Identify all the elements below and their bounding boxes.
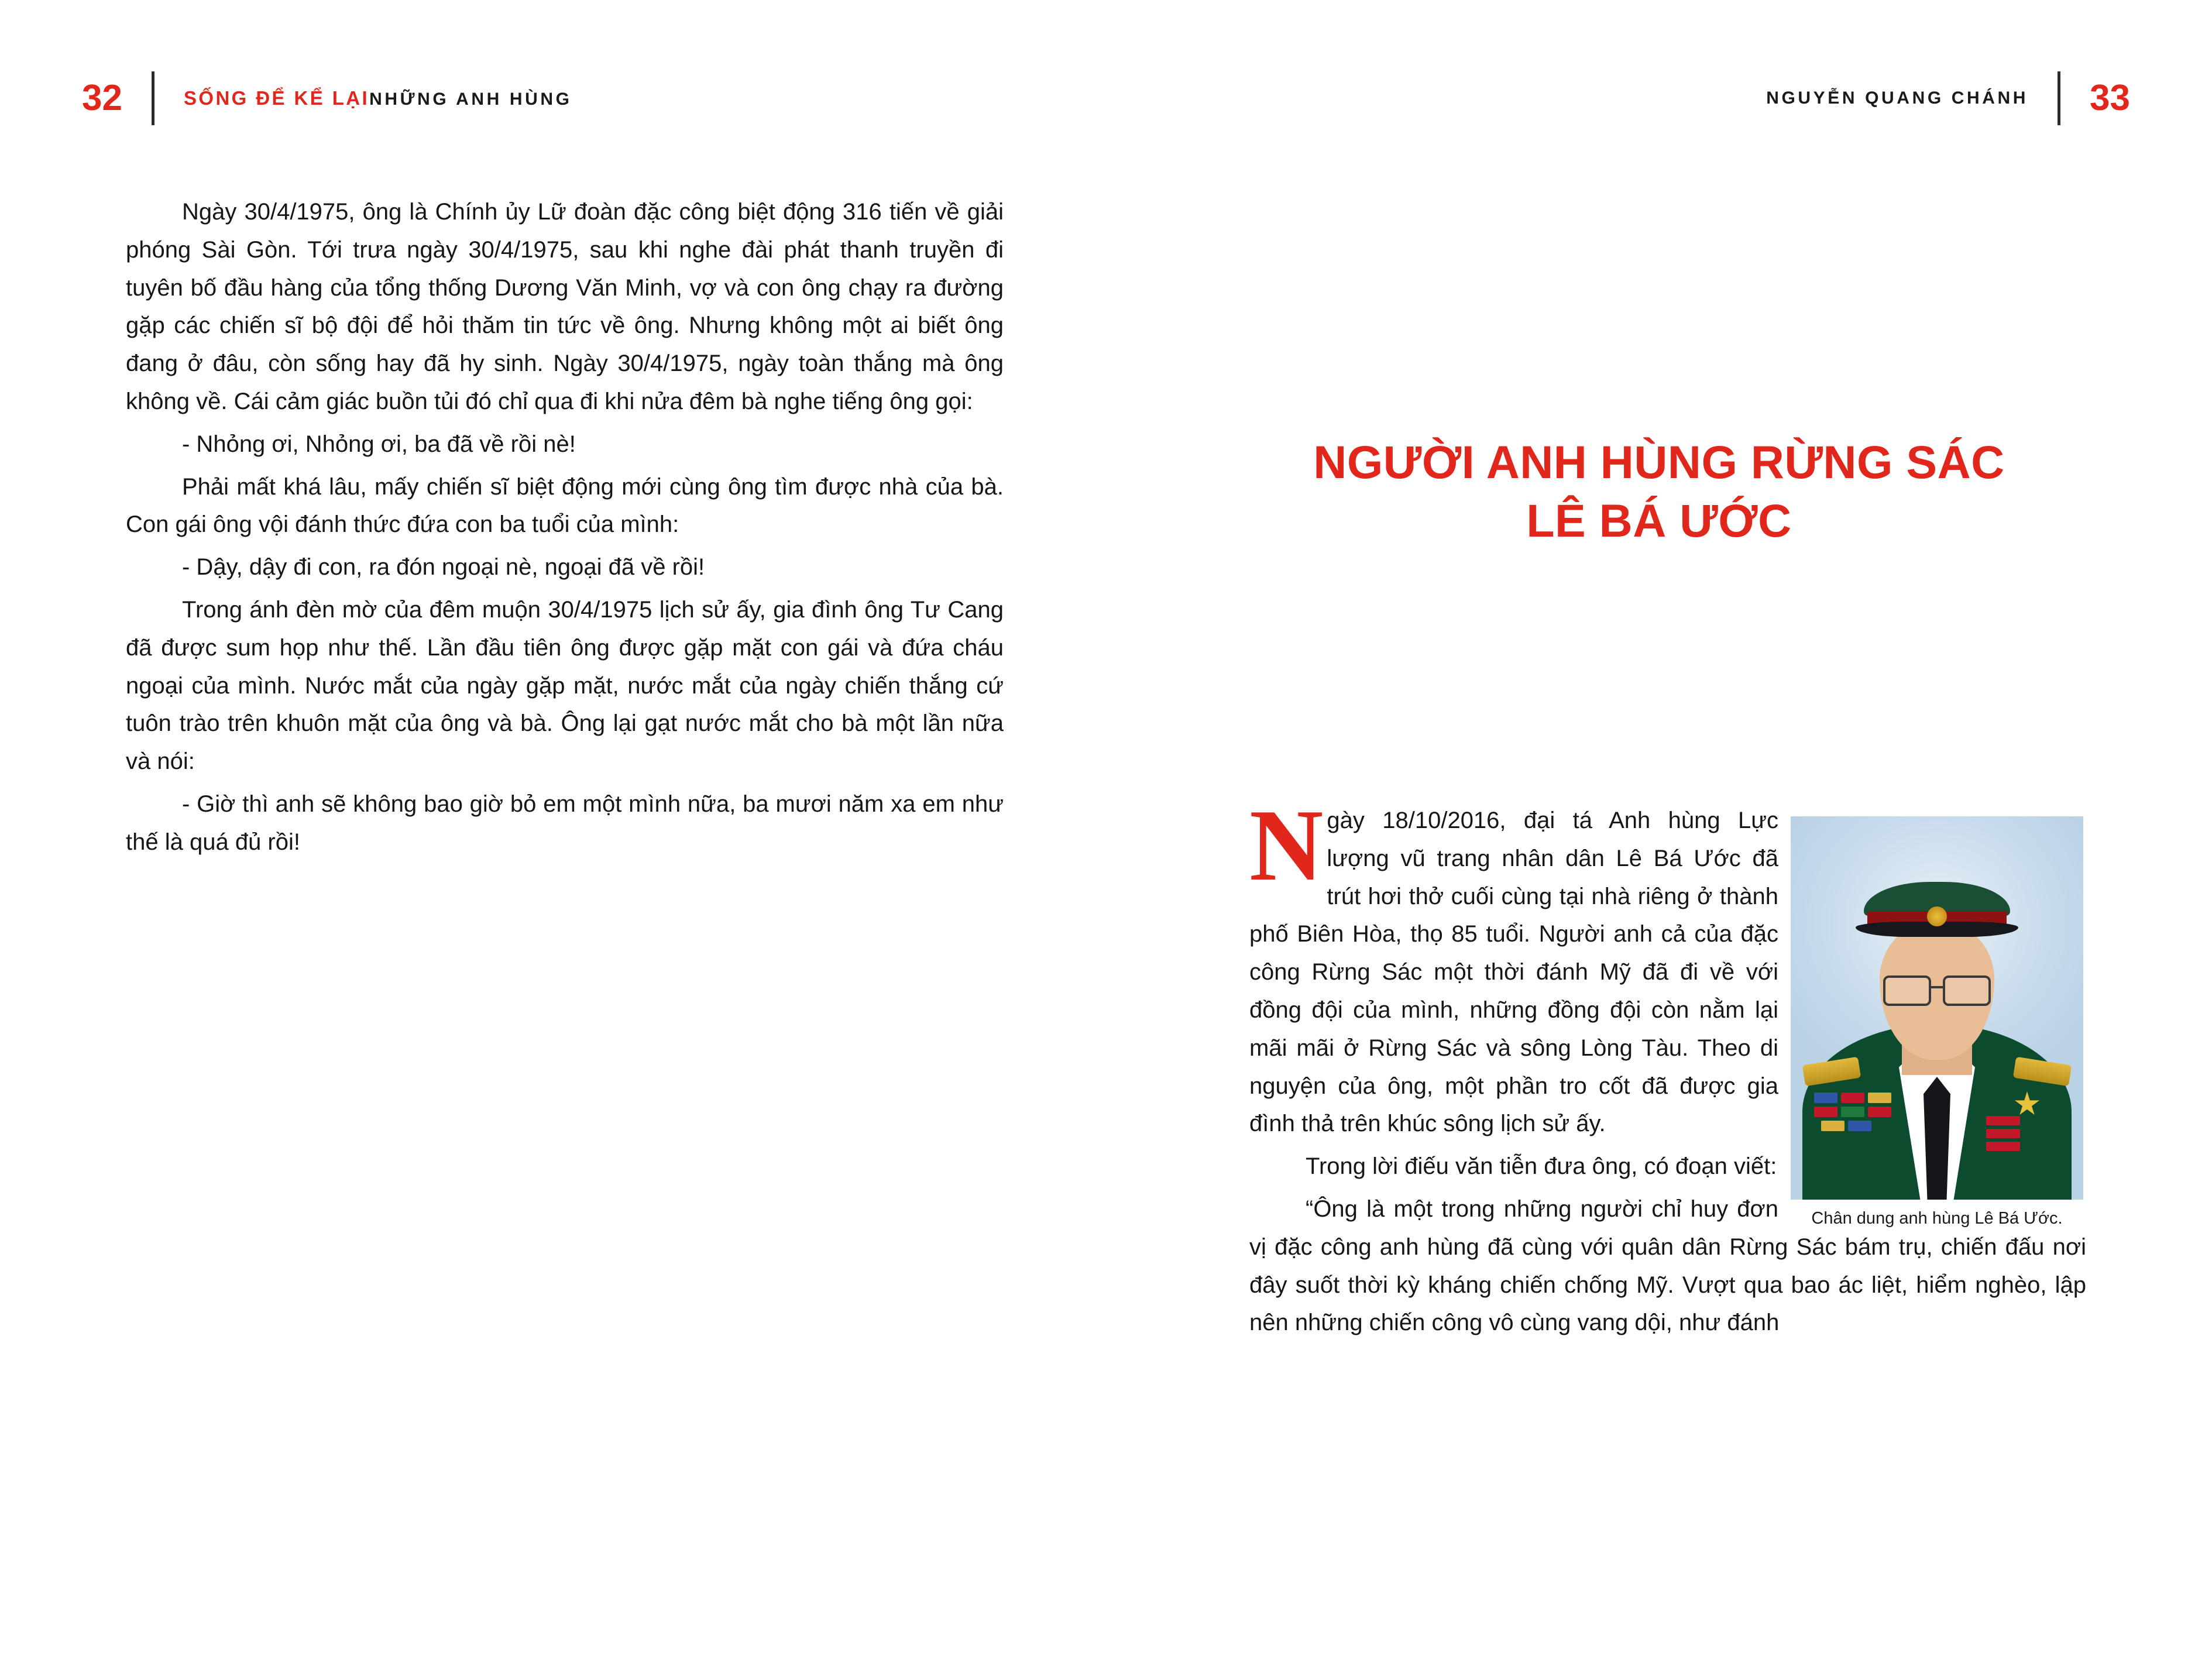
paragraph-dialogue: - Dậy, dậy đi con, ra đón ngoại nè, ngoại đã về rồi! (182, 554, 705, 581)
figure-text-wrap-spacer (1794, 802, 2086, 1211)
header-divider-right (2058, 71, 2060, 125)
paragraph: “Ông là một trong những người chỉ huy đơn vị đặc công anh hùng đã cùng với quân dân Rừng Sác bám trụ, chiến đấu nơi đây suốt thời kỳ kháng chiến chống Mỹ. Vượt qua bao ác liệt, hiểm nghèo, lập nên những chiến công vô cùng vang dội, như đánh (1249, 1196, 2086, 1336)
left-running-head (82, 70, 572, 126)
paragraph-with-dropcap (1249, 788, 2086, 1143)
paragraph: Trong lời điếu văn tiễn đưa ông, có đoạn viết: (1306, 1153, 1777, 1180)
header-divider-left (152, 71, 154, 125)
page-number-left: 32 (82, 78, 122, 118)
left-body-text (126, 193, 1004, 866)
chapter-title (1194, 433, 2124, 549)
paragraph-dialogue: - Nhỏng ơi, Nhỏng ơi, ba đã về rồi nè! (182, 431, 576, 457)
chapter-title-line-1: NGƯỜI ANH HÙNG RỪNG SÁC (1313, 436, 2005, 488)
figure-caption: Chân dung anh hùng Lê Bá Ước. (1811, 1209, 2063, 1228)
right-body-text (1249, 788, 2086, 1347)
book-title-running-head (184, 87, 572, 109)
right-running-head (1766, 70, 2130, 126)
page-number-right: 33 (2090, 78, 2130, 118)
paragraph: Phải mất khá lâu, mấy chiến sĩ biệt động mới cùng ông tìm được nhà của bà. Con gái ông vội đánh thức đứa con ba tuổi của mình: (126, 473, 1004, 538)
paragraph-text: gày 18/10/2016, đại tá Anh hùng Lực lượng vũ trang nhân dân Lê Bá Ước đã trút hơi thở cuối cùng tại nhà riêng ở thành phố Biên Hòa, thọ 85 tuổi. Người anh cả của đặc công Rừng Sác một thời đánh Mỹ đã đi về với đồng đội của mình, những đồng đội còn nằm lại mãi mãi ở Rừng Sác và sông Lòng Tàu. Theo di nguyện của ông, một phần tro cốt đã được gia đình thả trên khúc sông lịch sử ấy. (1249, 808, 1778, 1137)
chapter-title-line-2: LÊ BÁ ƯỚC (1526, 494, 1792, 547)
book-title-part-black: NHỮNG ANH HÙNG (369, 90, 572, 109)
paragraph-dialogue: - Giờ thì anh sẽ không bao giờ bỏ em một mình nữa, ba mươi năm xa em như thế là quá đủ rồi! (126, 791, 1004, 855)
paragraph: Trong ánh đèn mờ của đêm muộn 30/4/1975 lịch sử ấy, gia đình ông Tư Cang đã được sum họp như thế. Lần đầu tiên ông được gặp mặt con gái và đứa cháu ngoại của mình. Nước mắt của ngày gặp mặt, nước mắt của ngày chiến thắng cứ tuôn trào trên khuôn mặt của ông và bà. Ông lại gạt nước mắt cho bà một lần nữa và nói: (126, 596, 1004, 775)
author-running-head: NGUYỄN QUANG CHÁNH (1766, 88, 2029, 108)
drop-cap: N (1249, 788, 1324, 902)
paragraph: Ngày 30/4/1975, ông là Chính ủy Lữ đoàn đặc công biệt động 316 tiến về giải phóng Sài Gòn. Tới trưa ngày 30/4/1975, sau khi nghe đài phát thanh truyền đi tuyên bố đầu hàng của tổng thống Dương Văn Minh, vợ và con ông chạy ra đường gặp các chiến sĩ bộ đội để hỏi thăm tin tức về ông. Nhưng không một ai biết ông đang ở đâu, còn sống hay đã hy sinh. Ngày 30/4/1975, ngày toàn thắng mà ông không về. Cái cảm giác buồn tủi đó chỉ qua đi khi nửa đêm bà nghe tiếng ông gọi: (126, 199, 1004, 414)
book-title-part-red: SỐNG ĐỂ KỂ LẠI (183, 87, 370, 109)
